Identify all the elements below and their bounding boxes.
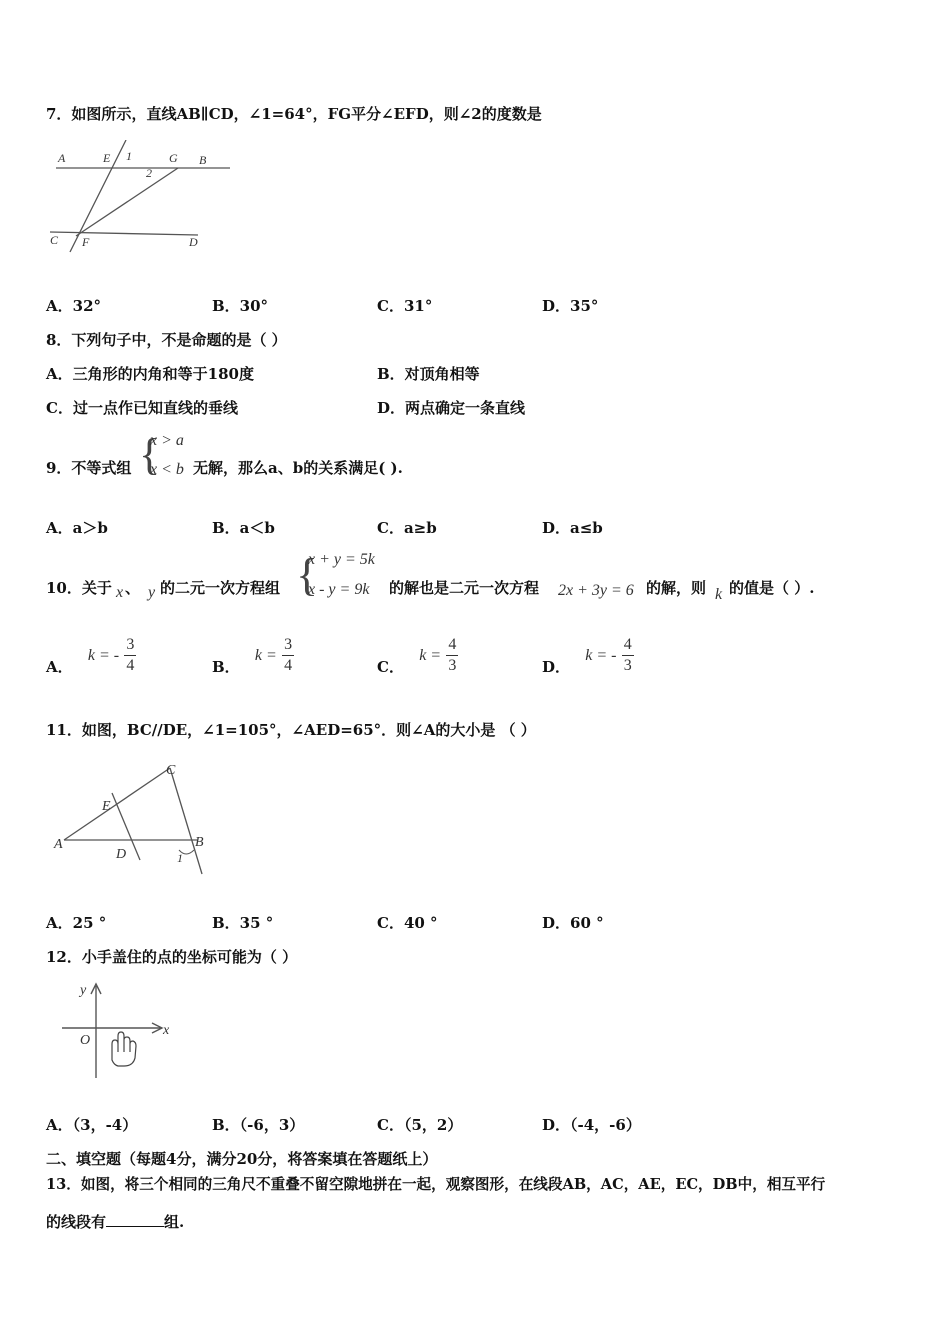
q9-option-c[interactable]: C．a≥b	[377, 519, 437, 537]
q10-var-x: x	[116, 584, 124, 601]
q7-label-f: F	[82, 235, 90, 249]
q12-figure	[58, 978, 188, 1083]
q10-prefix: 10．关于	[46, 579, 112, 597]
q8-option-b[interactable]: B．对顶角相等	[377, 365, 480, 383]
q7-option-b[interactable]: B．30°	[212, 297, 269, 315]
q7-label-b: B	[199, 153, 207, 167]
q7-label-1: 1	[126, 149, 132, 163]
q10-option-b-den: 4	[284, 657, 293, 674]
q10-var-k: k	[715, 586, 723, 603]
q10-system-line2: x - y = 9k	[308, 581, 370, 598]
q13-line2-prefix: 的线段有	[46, 1213, 107, 1231]
q12-label-y: y	[80, 983, 87, 998]
q10-var-y: y	[148, 584, 156, 601]
q9-option-a[interactable]: A．a＞b	[46, 519, 108, 537]
q10-option-c-lhs: k =	[419, 646, 442, 664]
q11-option-d[interactable]: D．60 °	[542, 914, 604, 932]
q8-stem: 8．下列句子中，不是命题的是（ ）	[46, 331, 287, 349]
q11-option-b[interactable]: B．35 °	[212, 914, 274, 932]
q7-label-c: C	[50, 233, 59, 247]
q7-label-g: G	[169, 151, 178, 165]
q9-prefix: 9．不等式组	[46, 459, 132, 477]
q11-label-b: B	[195, 835, 204, 850]
q10-option-a[interactable]	[46, 634, 136, 677]
q10-option-a-num: 3	[124, 635, 136, 656]
q11-label-c: C	[166, 763, 176, 778]
q13-answer-blank[interactable]	[106, 1212, 164, 1227]
q12-option-d[interactable]: D．（-4，-6）	[542, 1116, 641, 1134]
q13-line1: 13．如图，将三个相同的三角尺不重叠不留空隙地拼在一起，观察图形，在线段AB，AC，AE，EC，DB中，相互平行	[46, 1176, 826, 1193]
q10-option-b[interactable]	[212, 634, 294, 677]
q7-figure	[46, 140, 236, 260]
q12-option-a[interactable]: A．（3，-4）	[46, 1116, 138, 1134]
q10-option-b-lhs: k =	[254, 646, 277, 664]
q10-option-a-den: 4	[126, 657, 135, 674]
q10-mid3: 的解，则	[646, 579, 707, 597]
q10-mid2: 的解也是二元一次方程	[389, 579, 540, 597]
q7-stem: 7．如图所示，直线AB∥CD，∠1=64°，FG平分∠EFD，则∠2的度数是	[46, 105, 542, 123]
q10-option-d-label: D．	[542, 658, 571, 676]
q8-option-a[interactable]: A．三角形的内角和等于180度	[46, 365, 254, 383]
q10-option-b-num: 3	[282, 635, 294, 656]
q10-option-b-label: B．	[212, 658, 240, 676]
q10-equation: 2x + 3y = 6	[558, 582, 634, 599]
q9-brace: {	[139, 430, 161, 479]
q9-system-line1: x > a	[150, 432, 184, 449]
q13-line2-suffix: 组.	[164, 1213, 185, 1231]
q9-suffix: 无解，那么a、b的关系满足( ).	[193, 459, 403, 477]
q10-option-a-label: A．	[46, 658, 73, 676]
q13-line2	[46, 1211, 184, 1232]
q10-option-c-den: 3	[448, 657, 457, 674]
q11-label-d: D	[116, 847, 127, 862]
q10-option-a-lhs: k = -	[87, 646, 120, 664]
q10-sep: 、	[125, 579, 141, 597]
q11-figure	[52, 758, 222, 878]
q8-option-d[interactable]: D．两点确定一条直线	[377, 399, 526, 417]
q11-label-a: A	[54, 837, 63, 852]
q7-label-2: 2	[146, 166, 152, 180]
q11-label-1: 1	[177, 851, 183, 865]
q10-brace: {	[296, 549, 319, 600]
q10-option-c-num: 4	[446, 635, 458, 656]
q11-option-c[interactable]: C．40 °	[377, 914, 438, 932]
q12-label-o: O	[80, 1033, 91, 1048]
q10-system-line1: x + y = 5k	[308, 551, 375, 568]
q10-option-d-den: 3	[623, 657, 632, 674]
q8-option-c[interactable]: C．过一点作已知直线的垂线	[46, 399, 238, 417]
q10-mid: 的二元一次方程组	[160, 579, 281, 597]
hand-icon	[112, 1032, 136, 1066]
q9-system-line2: x < b	[150, 461, 184, 478]
q10-option-c-label: C．	[377, 658, 404, 676]
q10-suffix: 的值是（ ）.	[729, 579, 815, 597]
q10-option-c[interactable]	[377, 634, 458, 677]
q10-option-d-lhs: k = -	[585, 646, 617, 664]
q11-option-a[interactable]: A．25 °	[46, 914, 107, 932]
q9-option-d[interactable]: D．a≤b	[542, 519, 603, 537]
q7-option-c[interactable]: C．31°	[377, 297, 433, 315]
q9-option-b[interactable]: B．a＜b	[212, 519, 275, 537]
q11-label-e: E	[102, 799, 111, 814]
q7-label-e: E	[103, 151, 111, 165]
q10-option-d-num: 4	[622, 635, 634, 656]
section-heading: 二、填空题（每题4分，满分20分，将答案填在答题纸上）	[46, 1150, 438, 1168]
q7-label-a: A	[58, 151, 66, 165]
q12-stem: 12．小手盖住的点的坐标可能为（ ）	[46, 948, 298, 966]
q12-option-c[interactable]: C．（5，2）	[377, 1116, 463, 1134]
q12-option-b[interactable]: B．（-6，3）	[212, 1116, 305, 1134]
q12-label-x: x	[163, 1023, 170, 1038]
q11-stem: 11．如图，BC//DE，∠1=105°，∠AED=65°．则∠A的大小是 （ ）	[46, 721, 536, 739]
q7-label-d: D	[189, 235, 198, 249]
q7-option-a[interactable]: A．32°	[46, 297, 102, 315]
q10-option-d[interactable]	[542, 634, 634, 677]
q7-option-d[interactable]: D．35°	[542, 297, 599, 315]
